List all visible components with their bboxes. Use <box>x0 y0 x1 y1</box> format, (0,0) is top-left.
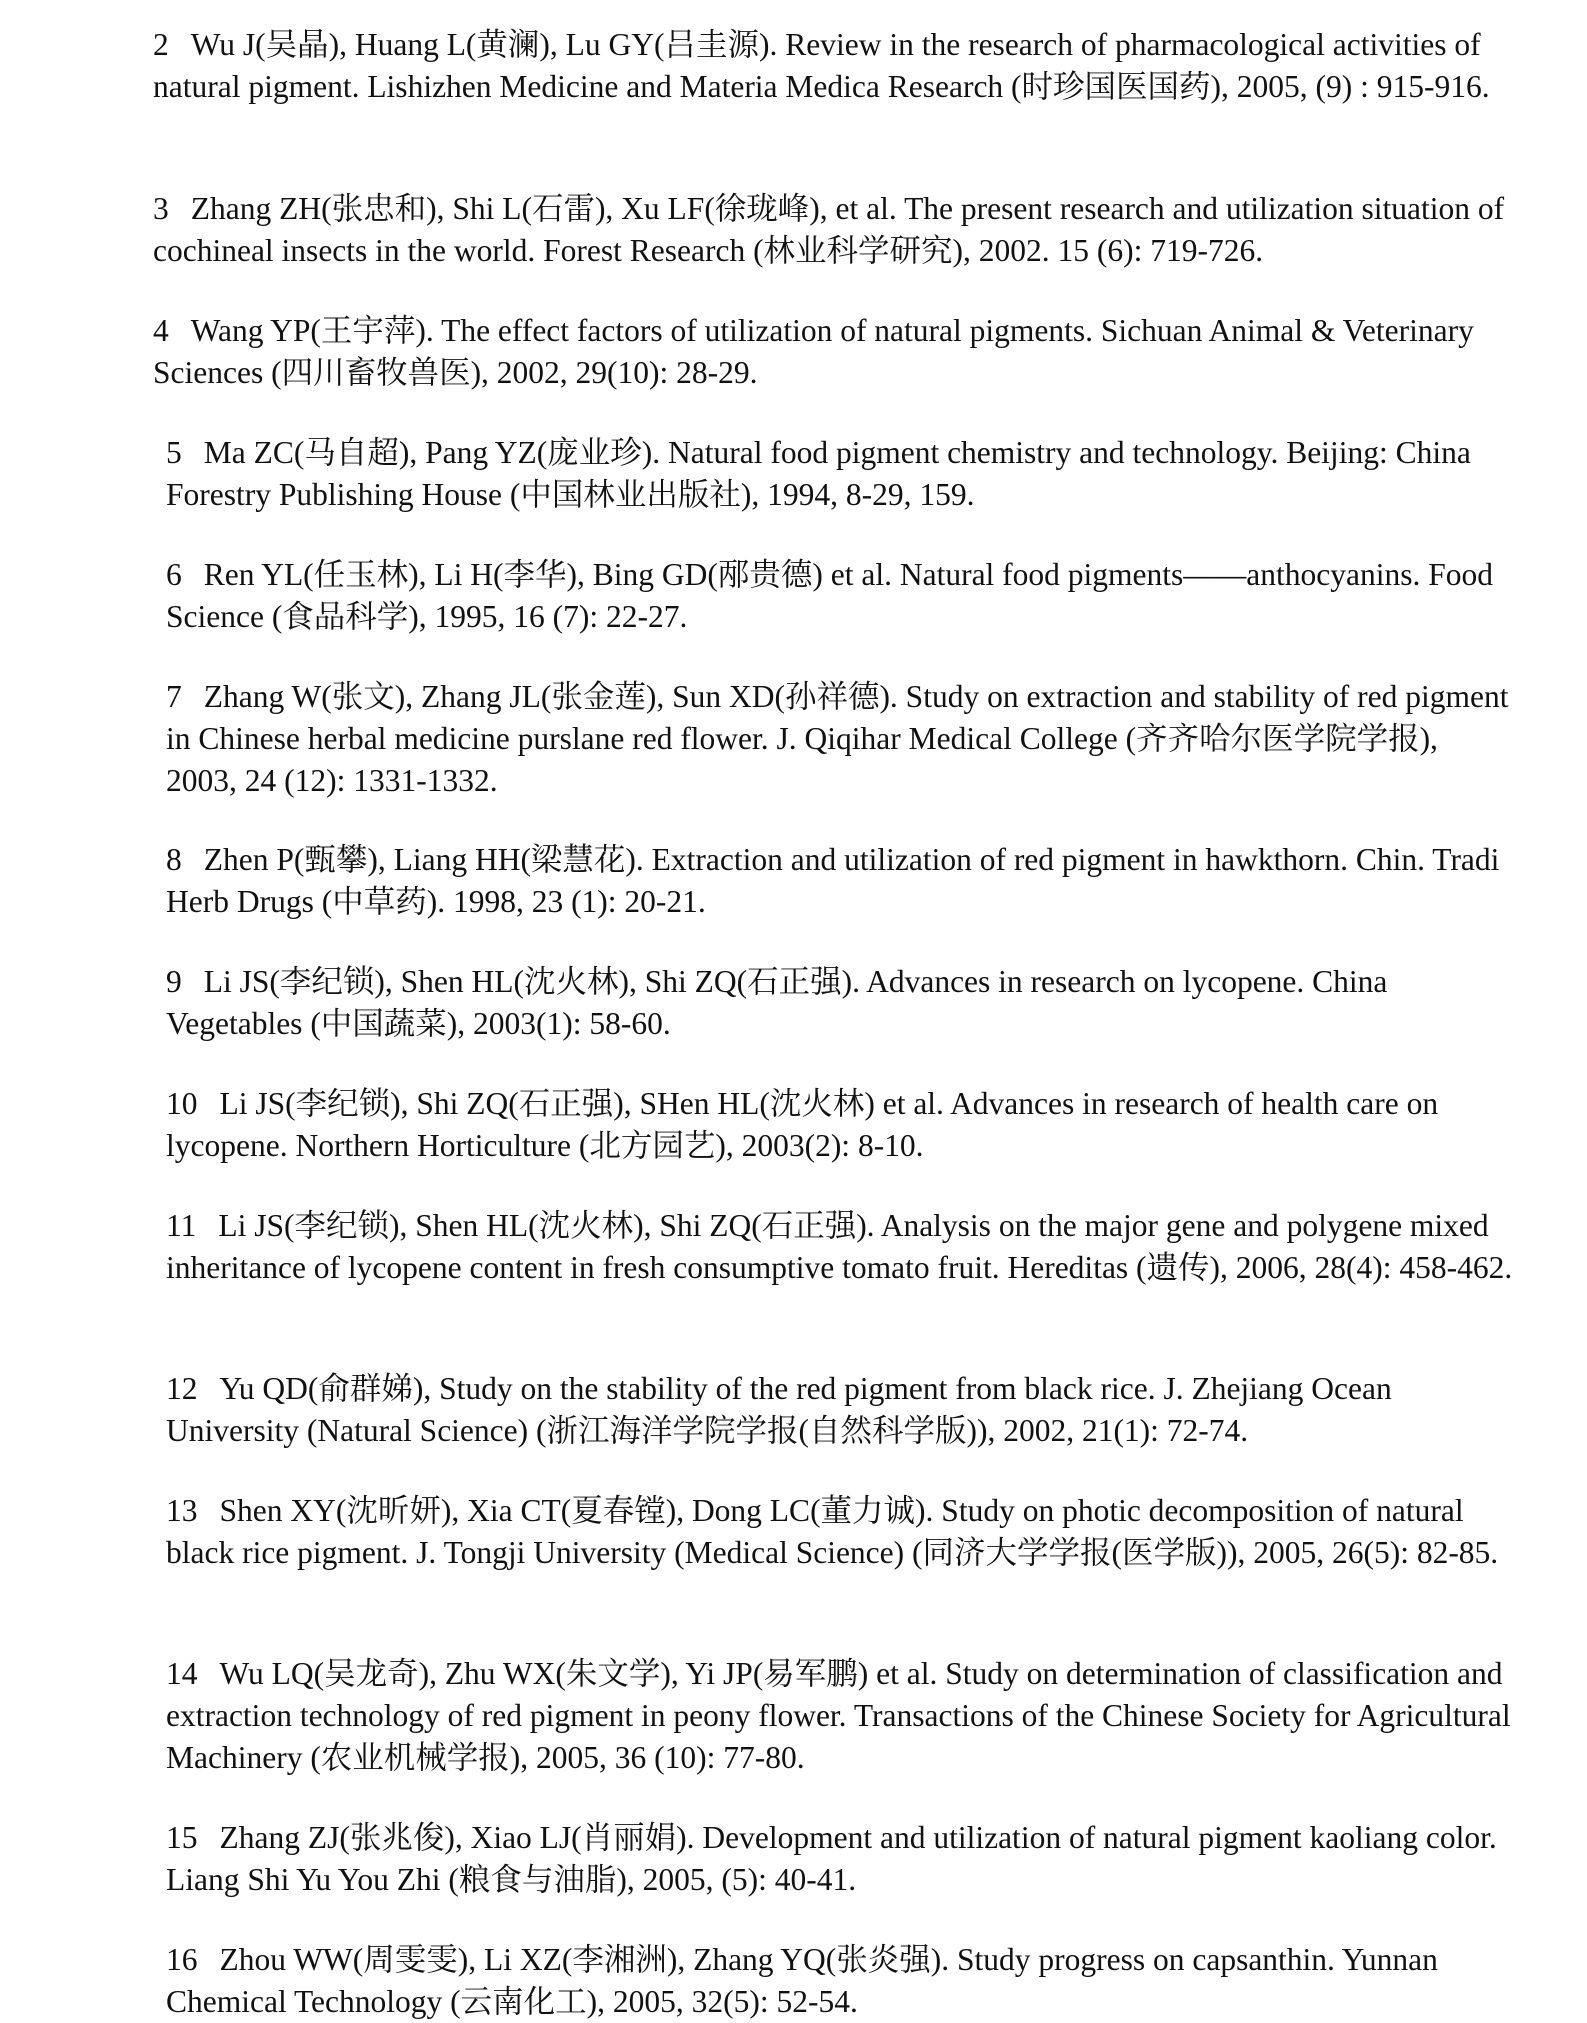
reference-number: 8 <box>166 842 182 877</box>
reference-entry <box>166 1490 1516 1574</box>
reference-entry <box>153 310 1513 394</box>
reference-text: Wu LQ(吴龙奇), Zhu WX(朱文学), Yi JP(易军鹏) et al. Study on determination of classification and extraction technology of red pigment in peony flower. Transactions of the Chinese Society for Agricultural Machinery (农业机械学报), 2005, 36 (10): 77-80. <box>166 1656 1511 1775</box>
reference-text: Yu QD(俞群娣), Study on the stability of the red pigment from black rice. J. Zhejiang Ocean University (Natural Science) (浙江海洋学院学报(自然科学版)), 2002, 21(1): 72-74. <box>166 1371 1392 1448</box>
reference-number: 2 <box>153 27 169 62</box>
reference-text: Zhou WW(周雯雯), Li XZ(李湘洲), Zhang YQ(张炎强). Study progress on capsanthin. Yunnan Chemical Technology (云南化工), 2005, 32(5): 52-54. <box>166 1942 1438 2019</box>
reference-number: 14 <box>166 1656 198 1691</box>
reference-number: 16 <box>166 1942 198 1977</box>
reference-number: 12 <box>166 1371 198 1406</box>
reference-text: Zhang ZJ(张兆俊), Xiao LJ(肖丽娟). Development and utilization of natural pigment kaoliang color. Liang Shi Yu You Zhi (粮食与油脂), 2005, (5): 40-41. <box>166 1820 1497 1897</box>
reference-text: Wu J(吴晶), Huang L(黄澜), Lu GY(吕圭源). Review in the research of pharmacological activities of natural pigment. Lishizhen Medicine and Materia Medica Research (时珍国医国药), 2005, (9) : 915-916. <box>153 27 1490 104</box>
reference-text: Shen XY(沈昕妍), Xia CT(夏春镗), Dong LC(董力诚). Study on photic decomposition of natural black rice pigment. J. Tongji University (Medical Science) (同济大学学报(医学版)), 2005, 26(5): 82-85. <box>166 1493 1499 1570</box>
reference-entry <box>166 961 1516 1045</box>
reference-text: Li JS(李纪锁), Shi ZQ(石正强), SHen HL(沈火林) et al. Advances in research of health care on lycopene. Northern Horticulture (北方园艺), 2003(2): 8-10. <box>166 1086 1439 1163</box>
reference-text: Ren YL(任玉林), Li H(李华), Bing GD(邴贵德) et al. Natural food pigments——anthocyanins. Food Science (食品科学), 1995, 16 (7): 22-27. <box>166 557 1494 634</box>
reference-entry <box>166 1939 1516 2023</box>
reference-entry <box>166 1653 1516 1779</box>
reference-number: 11 <box>166 1208 197 1243</box>
reference-number: 5 <box>166 435 182 470</box>
reference-entry <box>166 1205 1516 1289</box>
reference-entry <box>166 676 1516 802</box>
reference-number: 13 <box>166 1493 198 1528</box>
reference-number: 6 <box>166 557 182 592</box>
reference-number: 4 <box>153 313 169 348</box>
reference-number: 15 <box>166 1820 198 1855</box>
reference-number: 3 <box>153 191 169 226</box>
reference-number: 7 <box>166 679 182 714</box>
reference-text: Li JS(李纪锁), Shen HL(沈火林), Shi ZQ(石正强). Advances in research on lycopene. China Vegetables (中国蔬菜), 2003(1): 58-60. <box>166 964 1388 1041</box>
reference-entry <box>166 1817 1516 1901</box>
reference-text: Zhen P(甄攀), Liang HH(梁慧花). Extraction and utilization of red pigment in hawkthorn. Chin. Tradi Herb Drugs (中草药). 1998, 23 (1): 20-21. <box>166 842 1500 919</box>
reference-text: Ma ZC(马自超), Pang YZ(庞业珍). Natural food pigment chemistry and technology. Beijing: China Forestry Publishing House (中国林业出版社), 1994, 8-29, 159. <box>166 435 1471 512</box>
reference-text: Li JS(李纪锁), Shen HL(沈火林), Shi ZQ(石正强). Analysis on the major gene and polygene mixed inheritance of lycopene content in fresh consumptive tomato fruit. Hereditas (遗传), 2006, 28(4): 458-462. <box>166 1208 1513 1285</box>
reference-entry <box>153 24 1513 108</box>
reference-entry <box>153 188 1513 272</box>
reference-number: 10 <box>166 1086 198 1121</box>
reference-entry <box>166 1083 1516 1167</box>
reference-text: Zhang W(张文), Zhang JL(张金莲), Sun XD(孙祥德). Study on extraction and stability of red pigment in Chinese herbal medicine purslane red flower. J. Qiqihar Medical College (齐齐哈尔医学院学报), 2003, 24 (12): 1331-1332. <box>166 679 1509 798</box>
reference-text: Zhang ZH(张忠和), Shi L(石雷), Xu LF(徐珑峰), et al. The present research and utilization situation of cochineal insects in the world. Forest Research (林业科学研究), 2002. 15 (6): 719-726. <box>153 191 1505 268</box>
reference-entry <box>166 1368 1516 1452</box>
reference-entry <box>166 432 1516 516</box>
reference-entry <box>166 554 1516 638</box>
reference-text: Wang YP(王宇萍). The effect factors of utilization of natural pigments. Sichuan Animal & Veterinary Sciences (四川畜牧兽医), 2002, 29(10): 28-29. <box>153 313 1474 390</box>
reference-entry <box>166 839 1516 923</box>
reference-number: 9 <box>166 964 182 999</box>
